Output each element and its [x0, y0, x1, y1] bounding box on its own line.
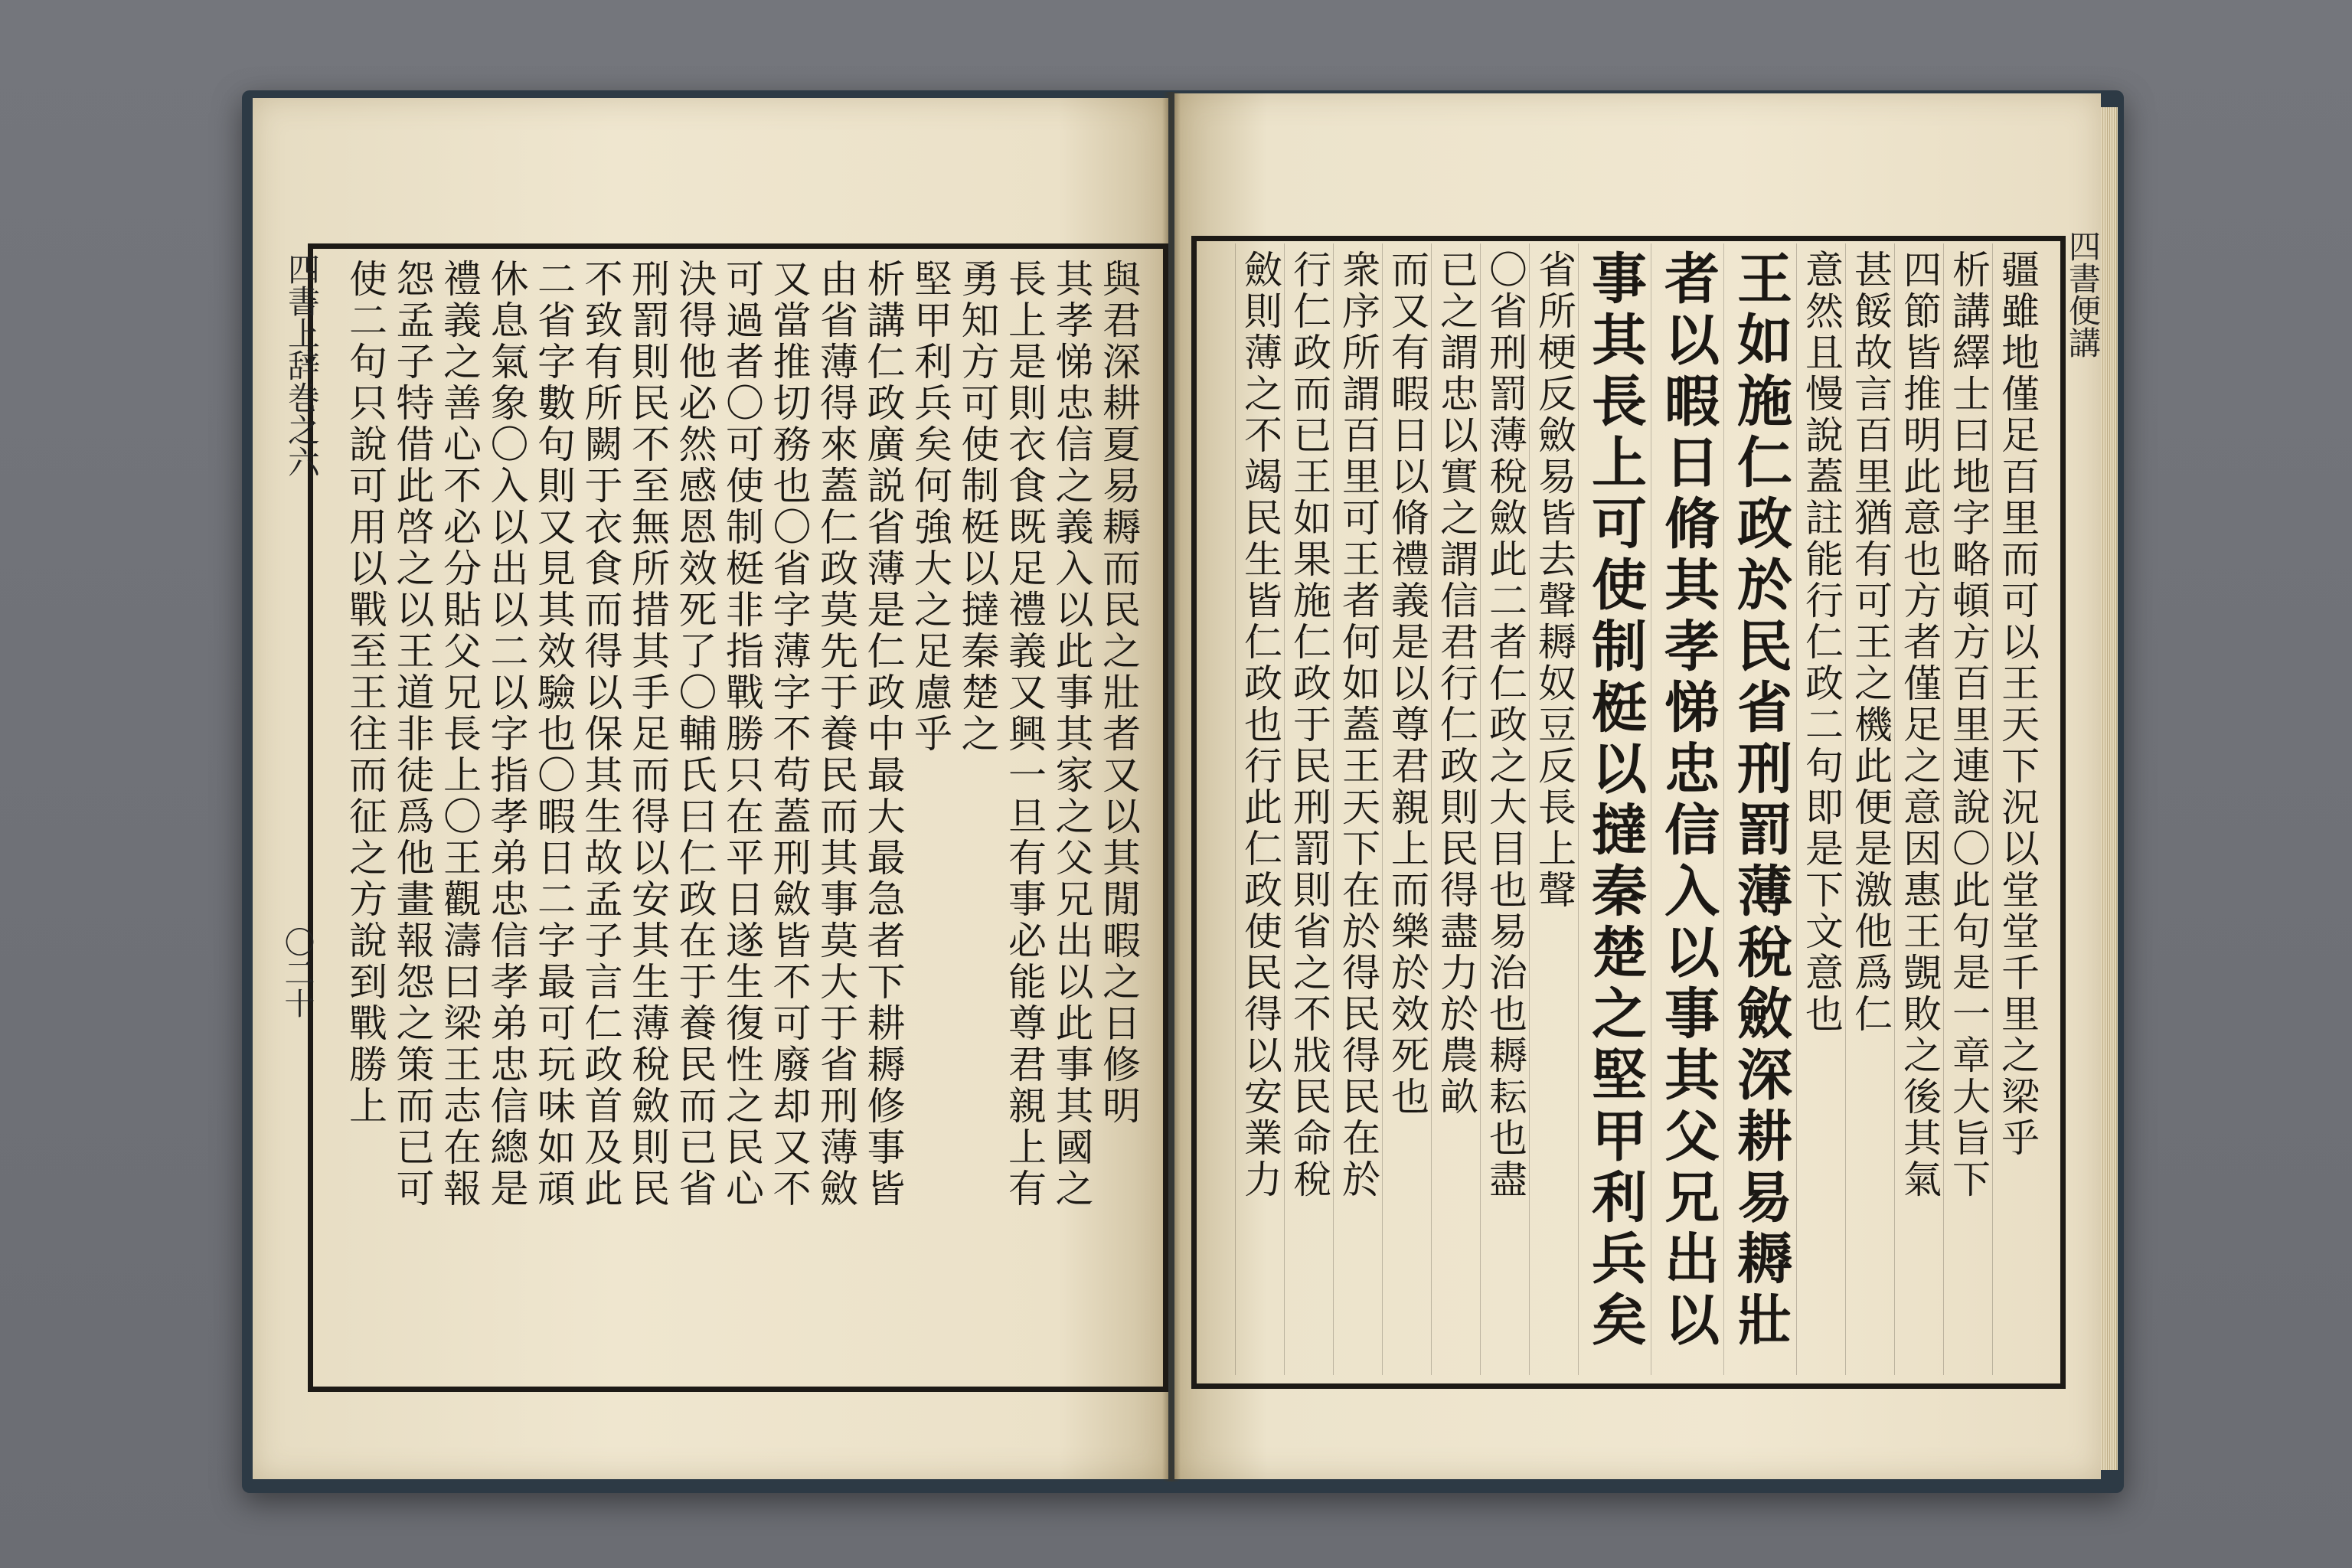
left-page-column: 怨孟子特借此啓之以王道非徒爲他畫報怨之策而已可 [390, 259, 435, 1210]
left-page-column: 勇知方可使制梃以撻秦楚之 [956, 259, 1000, 755]
column-rule [1796, 243, 1797, 1375]
right-page-main-text-column: 事其長上可使制梃以撻秦楚之堅甲利兵矣 [1583, 250, 1648, 1352]
column-rule [1333, 243, 1334, 1375]
column-rule [1992, 243, 1993, 1375]
column-rule [1723, 243, 1724, 1375]
column-rule [1578, 243, 1579, 1375]
right-page-commentary-column: 甚餒故言百里猶有可王之機此便是激他爲仁 [1848, 250, 1893, 1035]
right-page-main-text-column: 王如施仁政於民省刑罰薄稅斂深耕易耨壯 [1728, 250, 1793, 1352]
left-page-column: 其孝悌忠信之義入以此事其家之父兄出以此事其國之 [1050, 259, 1094, 1210]
left-page-column: 析講仁政廣説省薄是仁政中最大最急者下耕耨修事皆 [861, 259, 906, 1210]
left-page-column: 二省字數句則又見其效驗也〇暇日二字最可玩味如頑 [531, 259, 576, 1210]
left-page-column: 可過者〇可使制梃非指戰勝只在平日遂生復性之民心 [720, 259, 764, 1210]
left-page-column: 由省薄得來蓋仁政莫先于養民而其事莫大于省刑薄斂 [814, 259, 858, 1210]
column-rule [1284, 243, 1285, 1375]
left-page-column: 與君深耕夏易耨而民之壯者又以其閒暇之日修明 [1096, 259, 1141, 1127]
column-rule [1943, 243, 1944, 1375]
column-rule [1845, 243, 1846, 1375]
column-rule [1529, 243, 1530, 1375]
column-rule [1382, 243, 1383, 1375]
left-page-column: 刑罰則民不至無所措其手足而得以安其生薄稅斂則民 [626, 259, 670, 1210]
left-page-number: 〇二十 [279, 926, 315, 1018]
left-page-column: 禮義之善心不必分貼父兄長上〇王觀濤曰梁王志在報 [437, 259, 482, 1210]
right-page-commentary-column: 析講繹士曰地字略頓方百里連說〇此句是一章大旨下 [1946, 250, 1991, 1200]
left-page-column: 不致有所闕于衣食而得以保其生故孟子言仁政首及此 [579, 259, 623, 1210]
right-page-commentary-column: 四節皆推明此意也方者僅足之意因惠王覬敗之後其氣 [1897, 250, 1942, 1200]
left-page-column: 使二句只說可用以戰至王往而征之方說到戰勝上 [343, 259, 387, 1127]
left-page-column: 堅甲利兵矣何強大之足慮乎 [908, 259, 952, 755]
right-page-commentary-column: 省所梗反斂易皆去聲耨奴豆反長上聲 [1532, 250, 1576, 911]
right-page-main-text-column: 者以暇日脩其孝悌忠信入以事其父兄出以 [1655, 250, 1720, 1352]
right-page-commentary-column: 衆序所謂百里可王者何如蓋王天下在於得民得民在於 [1336, 250, 1380, 1200]
right-margin-title: 四書便講 [2064, 230, 2102, 358]
right-page-commentary-column: 〇省刑罰薄稅斂此二者仁政之大目也易治也耨耘也盡 [1483, 250, 1527, 1200]
column-rule [1894, 243, 1895, 1375]
right-page-commentary-column: 斂則薄之不竭民生皆仁政也行此仁政使民得以安業力 [1238, 250, 1282, 1200]
left-page-column: 又當推切務也〇省字薄字不苟蓋刑斂皆不可廢却又不 [767, 259, 812, 1210]
column-rule [1431, 243, 1432, 1375]
left-page-column: 決得他必然感恩效死了〇輔氏曰仁政在于養民而已省 [673, 259, 717, 1210]
right-page-commentary-column: 已之謂忠以實之謂信君行仁政則民得盡力於農畝 [1434, 250, 1478, 1118]
column-rule [1480, 243, 1481, 1375]
right-page-commentary-column: 意然且慢說蓋註能行仁政二句即是下文意也 [1799, 250, 1844, 1035]
right-page-commentary-column: 而又有暇日以脩禮義是以尊君親上而樂於效死也 [1385, 250, 1429, 1118]
left-margin-title: 四書上辞巻之六 [283, 253, 321, 478]
column-rule [1235, 243, 1236, 1375]
left-page-column: 休息氣象〇入以出以二以字指孝弟忠信孝弟忠信總是 [485, 259, 529, 1210]
left-page-column: 長上是則衣食既足禮義又興一旦有事必能尊君親上有 [1002, 259, 1047, 1210]
right-page-commentary-column: 行仁政而已王如果施仁政于民刑罰則省之不戕民命稅 [1287, 250, 1331, 1200]
right-page-commentary-column: 疆雖地僅足百里而可以王天下況以堂堂千里之梁乎 [1995, 250, 2040, 1159]
